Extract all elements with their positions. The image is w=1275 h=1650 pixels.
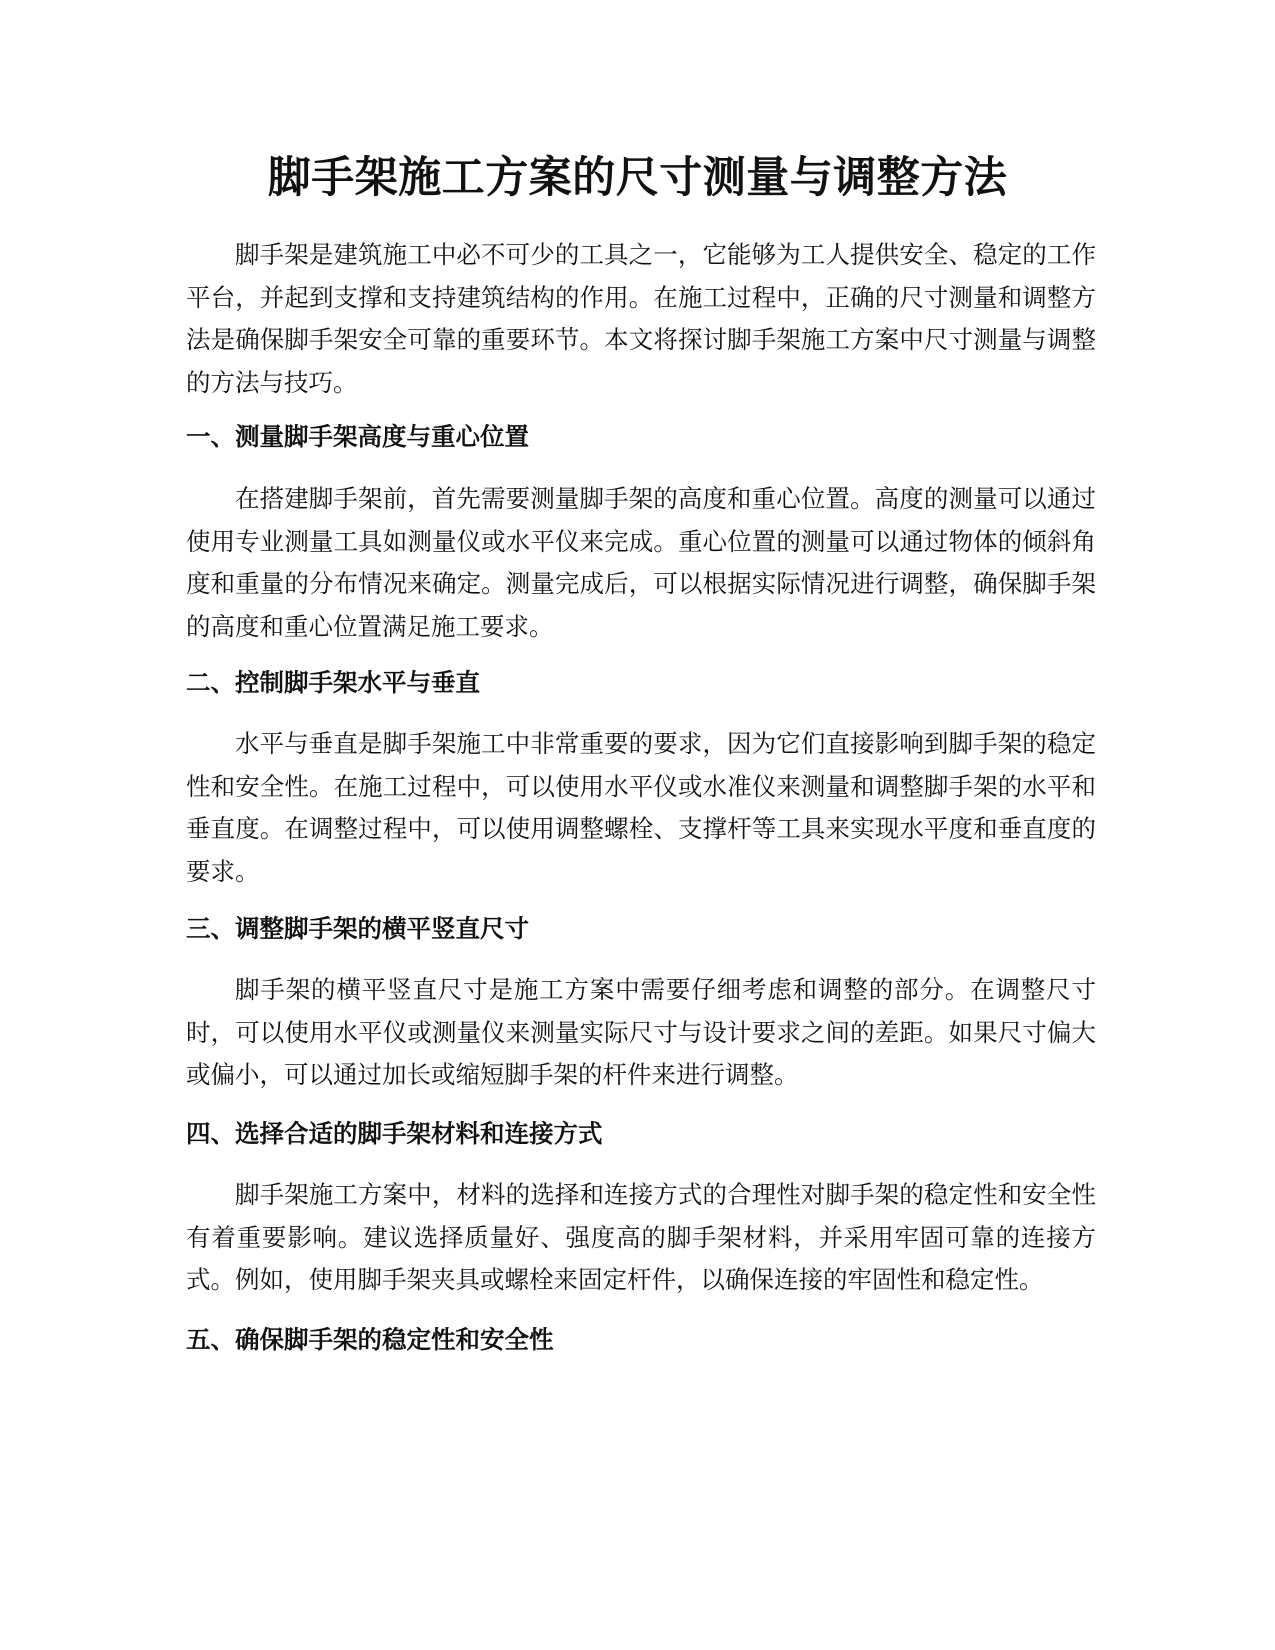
document-title: 脚手架施工方案的尺寸测量与调整方法 bbox=[267, 153, 1008, 203]
section-5-heading: 五、确保脚手架的稳定性和安全性 bbox=[186, 1325, 554, 1354]
section-1-heading: 一、测量脚手架高度与重心位置 bbox=[186, 422, 529, 451]
section-4-body: 脚手架施工方案中，材料的选择和连接方式的合理性对脚手架的稳定性和安全性有着重要影响。建议选择质量好、强度高的脚手架材料，并采用牢固可靠的连接方式。例如，使用脚手架夹具或螺栓来固定杆件，以确保连接的牢固性和稳定性。 bbox=[186, 1180, 1096, 1294]
section-3-heading: 三、调整脚手架的横平竖直尺寸 bbox=[186, 914, 529, 943]
section-2-heading: 二、控制脚手架水平与垂直 bbox=[186, 668, 480, 697]
section-3-body: 脚手架的横平竖直尺寸是施工方案中需要仔细考虑和调整的部分。在调整尺寸时，可以使用水平仪或测量仪来测量实际尺寸与设计要求之间的差距。如果尺寸偏大或偏小，可以通过加长或缩短脚手架的杆件来进行调整。 bbox=[186, 975, 1096, 1089]
section-4-heading: 四、选择合适的脚手架材料和连接方式 bbox=[186, 1119, 603, 1148]
intro-paragraph: 脚手架是建筑施工中必不可少的工具之一，它能够为工人提供安全、稳定的工作平台，并起到支撑和支持建筑结构的作用。在施工过程中，正确的尺寸测量和调整方法是确保脚手架安全可靠的重要环节。本文将探讨脚手架施工方案中尺寸测量与调整的方法与技巧。 bbox=[186, 240, 1096, 397]
section-2-body: 水平与垂直是脚手架施工中非常重要的要求，因为它们直接影响到脚手架的稳定性和安全性。在施工过程中，可以使用水平仪或水准仪来测量和调整脚手架的水平和垂直度。在调整过程中，可以使用调整螺栓、支撑杆等工具来实现水平度和垂直度的要求。 bbox=[186, 729, 1096, 886]
section-1-body: 在搭建脚手架前，首先需要测量脚手架的高度和重心位置。高度的测量可以通过使用专业测量工具如测量仪或水平仪来完成。重心位置的测量可以通过物体的倾斜角度和重量的分布情况来确定。测量完成后，可以根据实际情况进行调整，确保脚手架的高度和重心位置满足施工要求。 bbox=[186, 484, 1096, 641]
